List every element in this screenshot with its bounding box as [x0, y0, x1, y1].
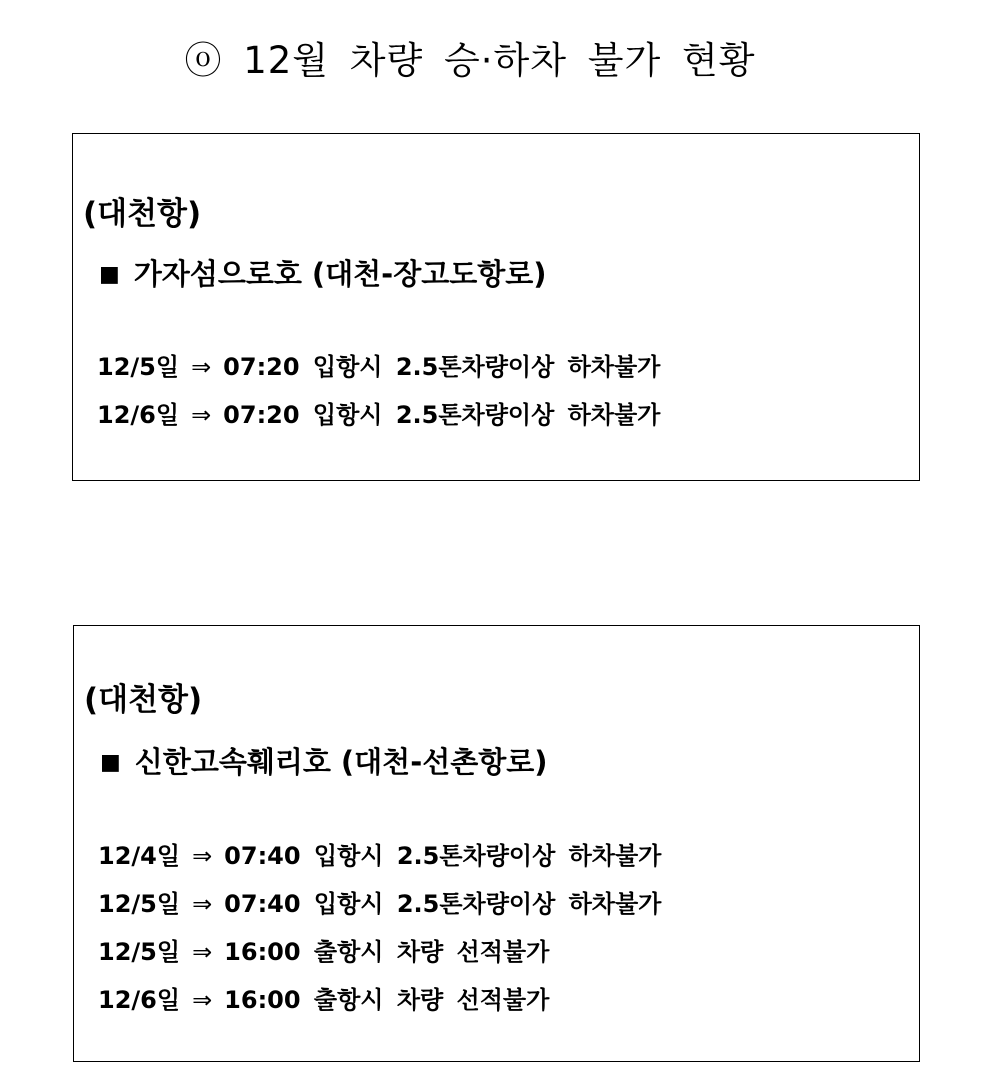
right-double-arrow-icon: ⇒ — [191, 353, 212, 381]
page-title: ⓞ 12월 차량 승·하차 불가 현황 — [184, 39, 756, 82]
right-double-arrow-icon: ⇒ — [192, 842, 213, 870]
entry-detail: 07:40 입항시 2.5톤차량이상 하차불가 — [224, 890, 662, 918]
right-double-arrow-icon: ⇒ — [192, 890, 213, 918]
ship-heading — [99, 252, 547, 293]
right-double-arrow-icon: ⇒ — [191, 401, 212, 429]
right-double-arrow-icon: ⇒ — [192, 986, 213, 1014]
entry-detail: 07:20 입항시 2.5톤차량이상 하차불가 — [223, 353, 661, 381]
route-name: (대천-선촌항로) — [340, 745, 548, 779]
entry-detail: 07:20 입항시 2.5톤차량이상 하차불가 — [223, 401, 661, 429]
entry-date: 12/5일 — [97, 353, 180, 381]
ship-name: 신한고속훼리호 — [134, 745, 331, 779]
schedule-entry — [98, 980, 549, 1015]
schedule-entry — [98, 884, 661, 919]
schedule-entry — [97, 395, 660, 430]
square-bullet-icon: ■ — [99, 262, 120, 287]
entry-date: 12/5일 — [98, 890, 181, 918]
right-double-arrow-icon: ⇒ — [192, 938, 213, 966]
ship-heading — [100, 740, 548, 781]
ship-name: 가자섬으로호 — [133, 257, 302, 291]
entry-date: 12/6일 — [97, 401, 180, 429]
notice-box-daecheon-seonchon — [73, 625, 920, 1062]
entry-date: 12/4일 — [98, 842, 181, 870]
schedule-entry — [97, 347, 660, 382]
entry-detail: 16:00 출항시 차량 선적불가 — [224, 986, 550, 1014]
entry-date: 12/6일 — [98, 986, 181, 1014]
port-label: (대천항) — [83, 196, 202, 232]
entry-detail: 07:40 입항시 2.5톤차량이상 하차불가 — [224, 842, 662, 870]
notice-box-daecheon-janggodo — [72, 133, 920, 481]
entry-detail: 16:00 출항시 차량 선적불가 — [224, 938, 550, 966]
schedule-entry — [98, 836, 661, 871]
entry-date: 12/5일 — [98, 938, 181, 966]
schedule-entry — [98, 932, 549, 967]
port-label: (대천항) — [84, 682, 203, 718]
square-bullet-icon: ■ — [100, 750, 121, 775]
route-name: (대천-장고도항로) — [311, 257, 547, 291]
